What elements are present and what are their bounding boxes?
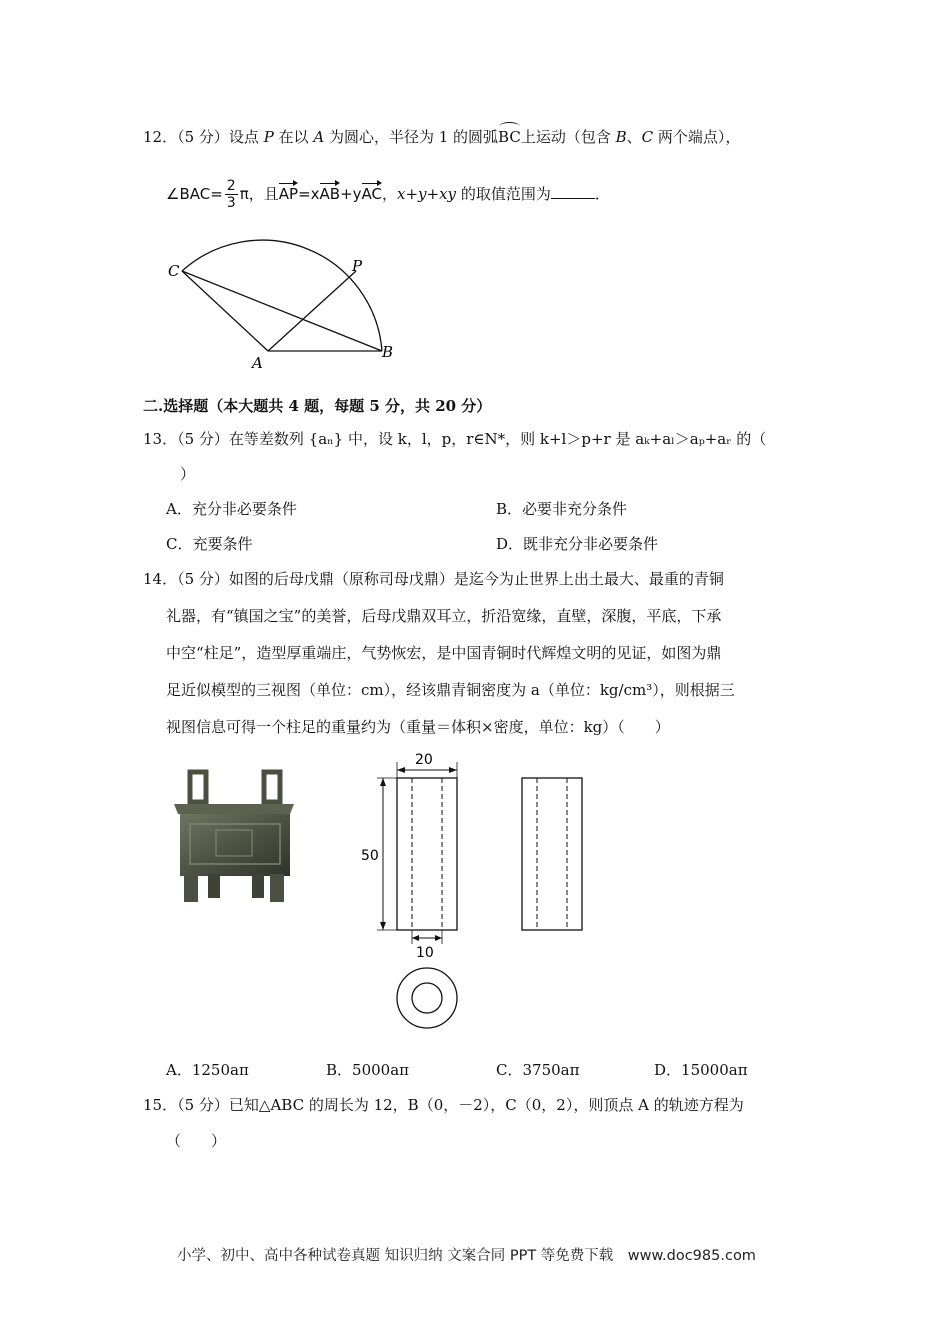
q12-vector-ap: AP	[279, 181, 298, 203]
q14-line5: 视图信息可得一个柱足的重量约为（重量＝体积×密度，单位：kg）（ ）	[166, 718, 670, 736]
label-c: C	[168, 262, 180, 280]
q14-line3: 中空“柱足”，造型厚重端庄，气势恢宏，是中国青铜时代辉煌文明的见证，如图为鼎	[166, 644, 722, 662]
q13-option-b[interactable]	[496, 498, 627, 519]
option-text: 5000aπ	[352, 1061, 410, 1079]
q12-line1	[143, 126, 740, 148]
q12-pi: π	[239, 185, 249, 203]
side-view	[522, 778, 582, 930]
q14-number: 14．	[143, 570, 178, 588]
section-title: 二.选择题（本大题共 4 题，每题 5 分，共 20 分）	[143, 397, 492, 415]
q15-text: 已知△ABC 的周长为 12，B（0，－2），C（0，2），则顶点 A 的轨迹方程为	[228, 1096, 744, 1114]
option-text: 充要条件	[192, 535, 253, 553]
option-key: A．	[166, 500, 192, 518]
label-a: A	[252, 354, 263, 372]
q13-number: 13．	[143, 430, 178, 448]
q14-line1	[143, 568, 724, 590]
q15-number: 15．	[143, 1096, 178, 1114]
q12-text: 、	[626, 128, 642, 146]
q12-expression: x+y+xy	[397, 185, 457, 203]
bronze-ding-photo	[168, 768, 300, 908]
q12-var-c: C	[641, 128, 654, 146]
option-text: 3750aπ	[522, 1061, 580, 1079]
q12-var-b: B	[615, 128, 627, 146]
q12-text: ．	[594, 185, 610, 203]
q12-text: 的取值范围为	[456, 185, 551, 203]
q14-option-a[interactable]	[166, 1059, 249, 1080]
q12-var-a: A	[313, 128, 325, 146]
q12-arc-bc: BC	[498, 128, 521, 146]
option-text: 15000aπ	[681, 1061, 748, 1079]
q12-text: ，	[382, 185, 398, 203]
q13-option-c[interactable]	[166, 533, 253, 554]
top-view	[397, 968, 457, 1028]
option-key: C．	[496, 1061, 523, 1079]
q13-text: 在等差数列 {aₙ} 中，设 k，l，p，r∈N*，则 k+l＞p+r 是 aₖ+aₗ＞aₚ+aᵣ 的（	[228, 430, 767, 448]
option-key: B．	[496, 500, 523, 518]
option-key: A．	[166, 1061, 192, 1079]
q12-text: +y	[340, 185, 362, 203]
q15-line1	[143, 1094, 744, 1116]
q12-text: =x	[298, 185, 320, 203]
label-b: B	[382, 343, 394, 361]
q12-angle: ∠BAC=	[166, 185, 223, 203]
three-view-drawing	[355, 748, 605, 1048]
q13-line1	[143, 428, 766, 450]
q12-fraction	[225, 178, 238, 211]
option-key: D．	[496, 535, 524, 553]
q12-answer-blank[interactable]	[551, 184, 595, 199]
page-footer: 小学、初中、高中各种试卷真题 知识归纳 文案合同 PPT 等免费下载 www.doc985.com	[177, 1248, 756, 1264]
q13-option-a[interactable]	[166, 498, 297, 519]
segment-ac	[182, 271, 268, 351]
option-text: 充分非必要条件	[191, 500, 297, 518]
q12-text: 在以	[273, 128, 314, 146]
q12-var-p: P	[263, 128, 274, 146]
dim-width-label: 20	[415, 752, 433, 768]
q12-frac-den: 3	[226, 195, 236, 211]
q14-line4: 足近似模型的三视图（单位：cm），经该鼎青铜密度为 a（单位：kg/cm³），则根据三	[166, 681, 735, 699]
q12-vector-ac: AC	[362, 181, 382, 203]
q14-text: 如图的后母戊鼎（原称司母戊鼎）是迄今为止世界上出土最大、最重的青铜	[228, 570, 724, 588]
q15-line2: （ ）	[166, 1132, 227, 1150]
q14-option-d[interactable]	[654, 1059, 748, 1080]
option-text: 1250aπ	[191, 1061, 249, 1079]
q13-line2: ）	[180, 465, 196, 483]
q12-text: ，且	[248, 185, 279, 203]
label-p: P	[352, 257, 363, 275]
q13-option-d[interactable]	[496, 533, 658, 554]
dim-height-label: 50	[361, 848, 379, 864]
q14-option-c[interactable]	[496, 1059, 579, 1080]
q12-number: 12．	[143, 128, 178, 146]
option-text: 既非充分非必要条件	[523, 535, 659, 553]
option-key: B．	[326, 1061, 353, 1079]
q12-frac-num: 2	[226, 178, 236, 194]
q14-option-b[interactable]	[326, 1059, 409, 1080]
dim-inner-label: 10	[416, 945, 434, 961]
q12-score: （5 分）	[177, 128, 229, 146]
q12-text: 上运动（包含	[520, 128, 616, 146]
q14-line2: 礼器，有“镇国之宝”的美誉，后母戊鼎双耳立，折沿宽缘，直壁，深腹，平底，下承	[166, 607, 722, 625]
q15-score: （5 分）	[177, 1096, 229, 1114]
q12-line2	[166, 178, 610, 211]
option-key: C．	[166, 535, 193, 553]
q12-sector-figure	[160, 235, 400, 375]
q12-text: 设点	[228, 128, 264, 146]
front-view	[361, 752, 457, 961]
option-key: D．	[654, 1061, 682, 1079]
option-text: 必要非充分条件	[522, 500, 628, 518]
q13-score: （5 分）	[177, 430, 229, 448]
q14-score: （5 分）	[177, 570, 229, 588]
q12-text: 为圆心，半径为 1 的圆弧	[324, 128, 499, 146]
q12-vector-ab: AB	[320, 181, 341, 203]
q12-text: 两个端点），	[653, 128, 741, 146]
